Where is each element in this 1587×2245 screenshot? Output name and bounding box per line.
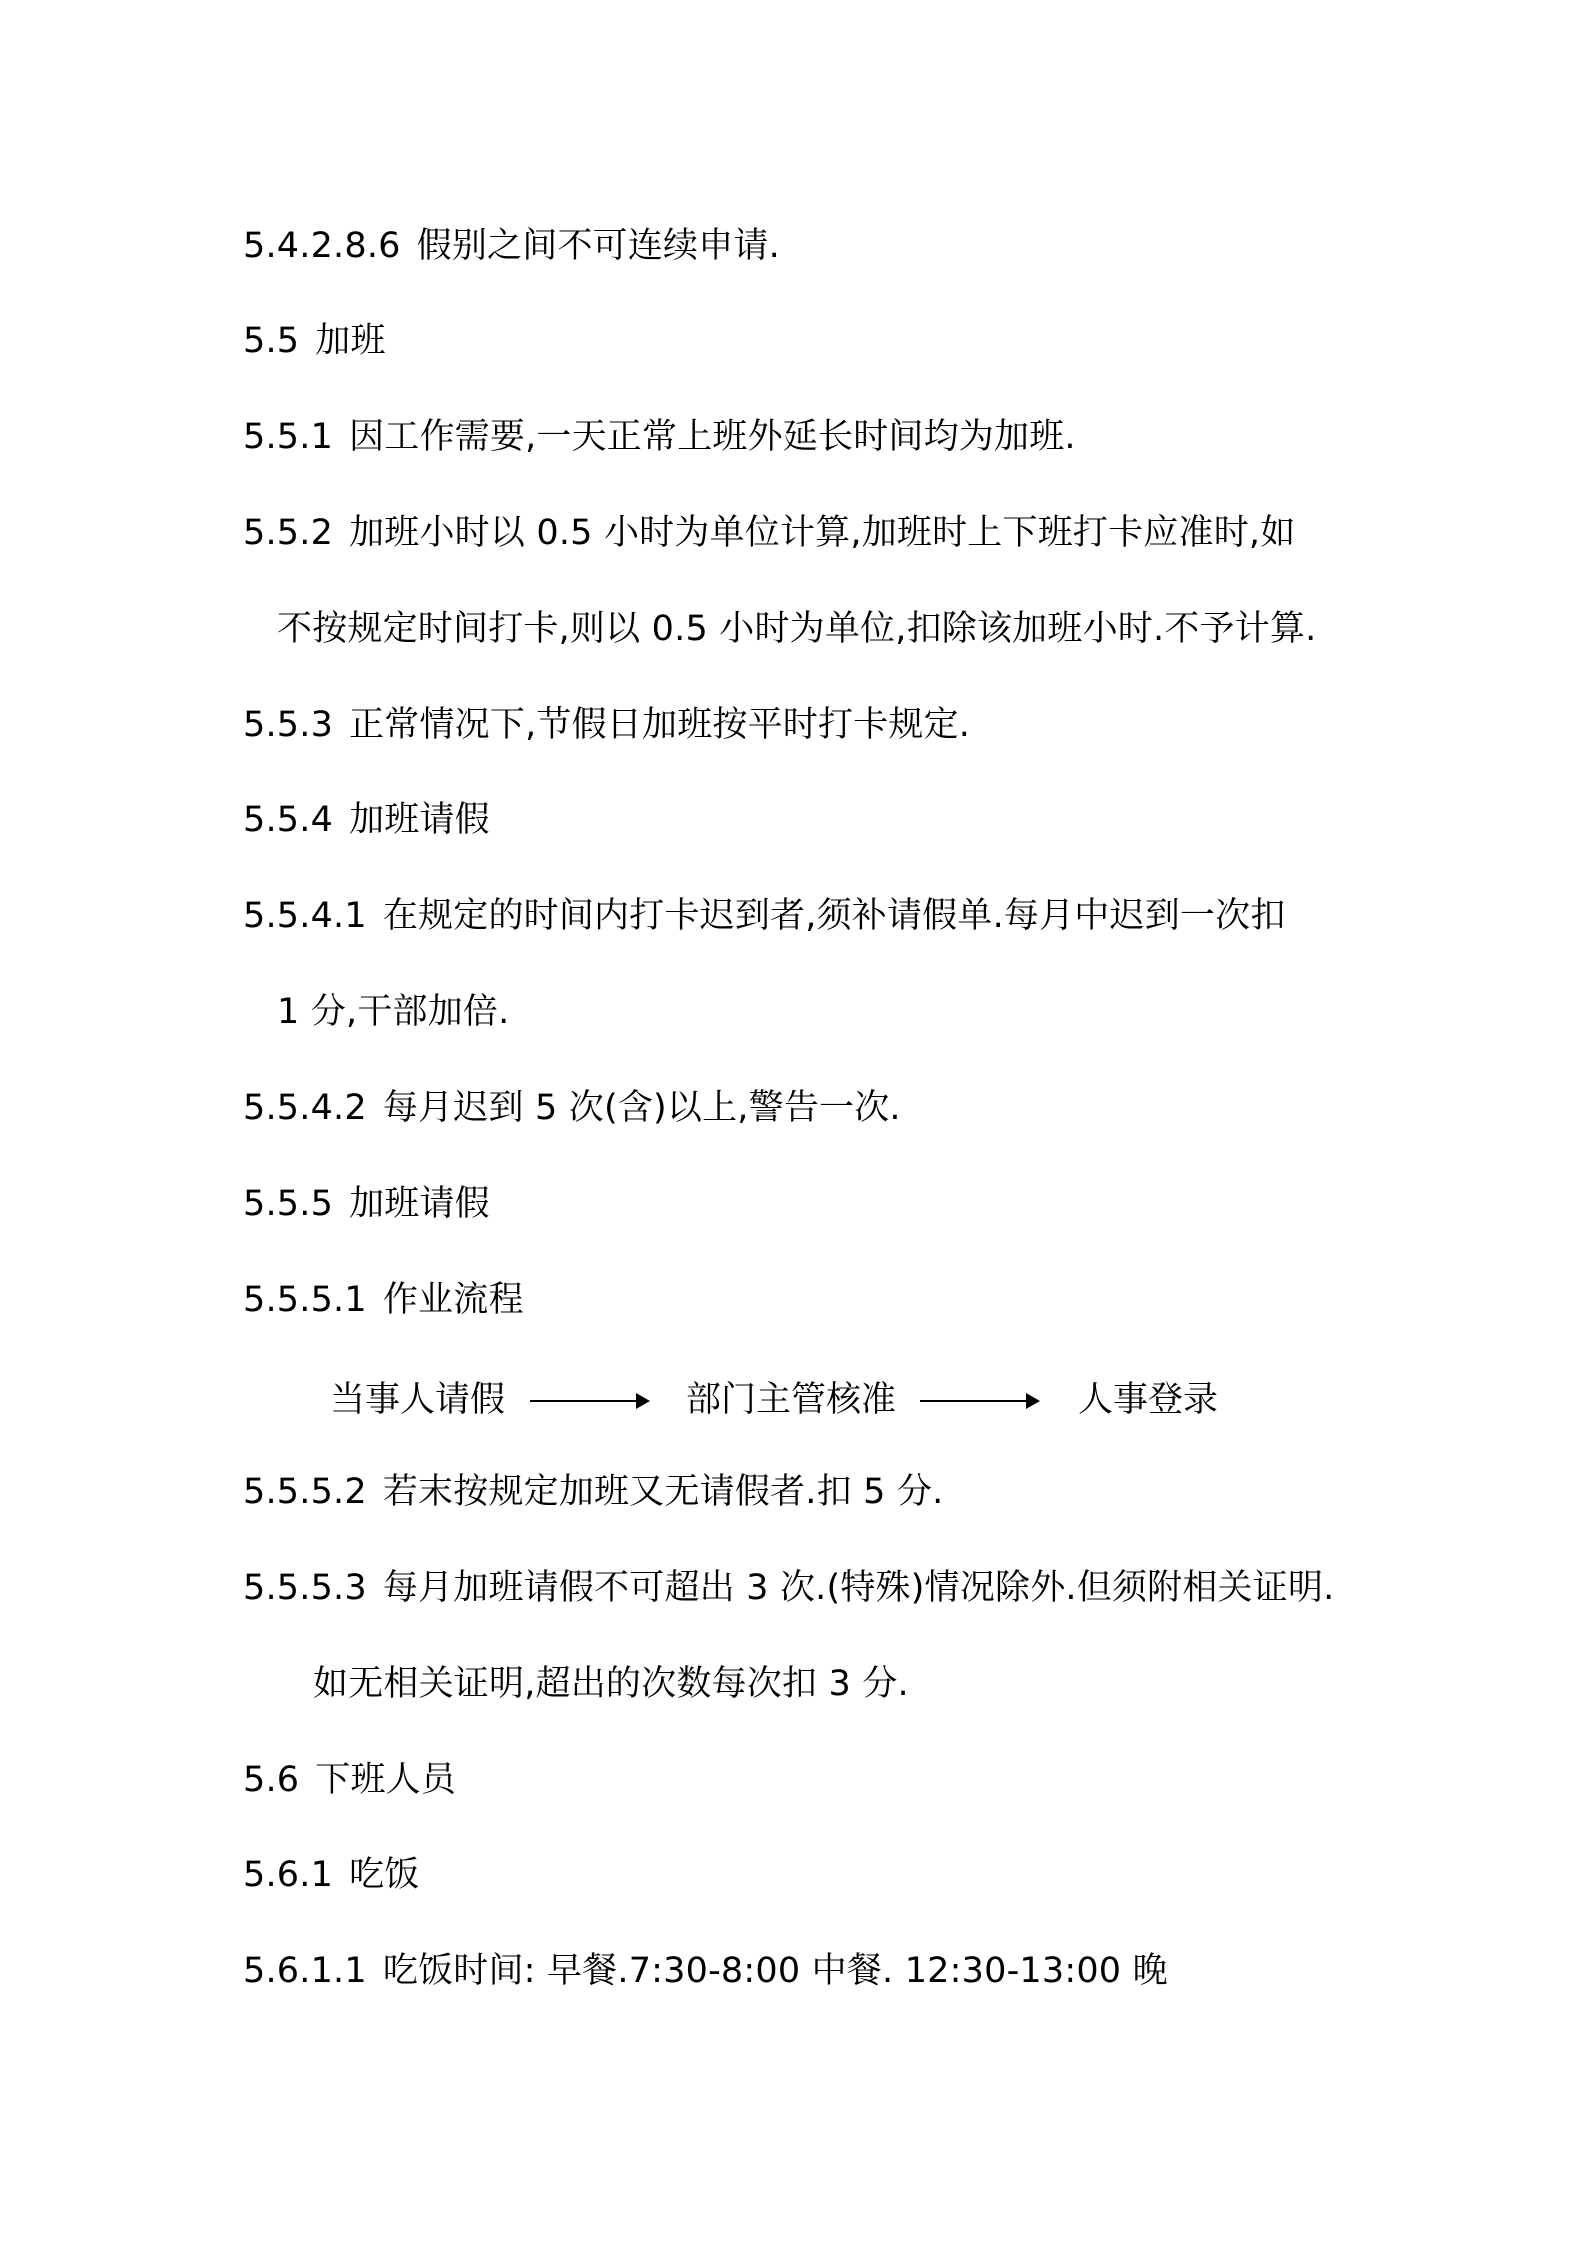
- clause-text: 因工作需要,一天正常上班外延长时间均为加班.: [349, 417, 1076, 457]
- flow-step-applicant: 当事人请假: [330, 1380, 506, 1420]
- flow-step-hr-record: 人事登录: [1078, 1380, 1219, 1420]
- clause-number: 5.6.1.1: [243, 1951, 367, 1991]
- section-5-6: [243, 1758, 456, 1802]
- clause-5-5-4-1-continuation: [277, 990, 509, 1034]
- clause-number: 5.5.5.3: [243, 1568, 367, 1608]
- clause-text: 若末按规定加班又无请假者.扣 5 分.: [382, 1472, 944, 1512]
- clause-5-5-1: [243, 415, 1076, 459]
- clause-5-6-1-1: [243, 1949, 1168, 1993]
- clause-5-4-2-8-6: [243, 224, 780, 268]
- flow-arrow-right-icon: [530, 1400, 648, 1402]
- clause-number: 5.5.3: [243, 705, 334, 745]
- clause-number: 5.6.1: [243, 1855, 334, 1895]
- clause-text: 1 分,干部加倍.: [277, 992, 510, 1032]
- clause-text: 作业流程: [382, 1280, 524, 1320]
- clause-5-5-5-2: [243, 1470, 943, 1514]
- clause-text: 在规定的时间内打卡迟到者,须补请假单.每月中迟到一次扣: [382, 896, 1286, 936]
- clause-number: 5.4.2.8.6: [243, 226, 401, 266]
- clause-text: 吃饭: [349, 1855, 420, 1895]
- clause-text: 吃饭时间: 早餐.7:30-8:00 中餐. 12:30-13:00 晚: [382, 1951, 1168, 1991]
- section-5-5: [243, 319, 386, 363]
- clause-number: 5.5.5.1: [243, 1280, 367, 1320]
- clause-5-5-4: [243, 798, 490, 842]
- clause-number: 5.5.1: [243, 417, 334, 457]
- clause-text: 加班: [315, 321, 386, 361]
- clause-text: 每月迟到 5 次(含)以上,警告一次.: [382, 1088, 901, 1128]
- clause-5-5-5: [243, 1182, 490, 1226]
- clause-text: 如无相关证明,超出的次数每次扣 3 分.: [313, 1664, 909, 1704]
- clause-number: 5.5.5: [243, 1184, 334, 1224]
- clause-text: 假别之间不可连续申请.: [416, 226, 780, 266]
- clause-5-5-2-continuation: [277, 607, 1316, 651]
- clause-5-5-5-1: [243, 1278, 524, 1322]
- clause-number: 5.5.4.1: [243, 896, 367, 936]
- clause-5-5-5-3-continuation: [313, 1662, 909, 1706]
- clause-number: 5.5: [243, 321, 300, 361]
- clause-5-5-4-1: [243, 894, 1286, 938]
- clause-text: 加班请假: [349, 1184, 490, 1224]
- flow-step-manager-approval: 部门主管核准: [686, 1380, 897, 1420]
- clause-5-5-3: [243, 703, 970, 747]
- clause-number: 5.5.5.2: [243, 1472, 367, 1512]
- clause-number: 5.5.2: [243, 513, 334, 553]
- clause-5-5-4-2: [243, 1086, 901, 1130]
- clause-number: 5.5.4.2: [243, 1088, 367, 1128]
- clause-5-5-2: [243, 511, 1295, 555]
- clause-text: 正常情况下,节假日加班按平时打卡规定.: [349, 705, 971, 745]
- clause-text: 下班人员: [315, 1760, 457, 1800]
- clause-text: 每月加班请假不可超出 3 次.(特殊)情况除外.但须附相关证明.: [382, 1568, 1335, 1608]
- clause-number: 5.6: [243, 1760, 300, 1800]
- flow-arrow-right-icon: [920, 1400, 1038, 1402]
- clause-text: 不按规定时间打卡,则以 0.5 小时为单位,扣除该加班小时.不予计算.: [277, 609, 1317, 649]
- clause-5-6-1: [243, 1853, 419, 1897]
- clause-number: 5.5.4: [243, 800, 334, 840]
- workflow-diagram: [330, 1378, 1280, 1428]
- clause-text: 加班请假: [349, 800, 490, 840]
- clause-text: 加班小时以 0.5 小时为单位计算,加班时上下班打卡应准时,如: [349, 513, 1296, 553]
- clause-5-5-5-3: [243, 1566, 1334, 1610]
